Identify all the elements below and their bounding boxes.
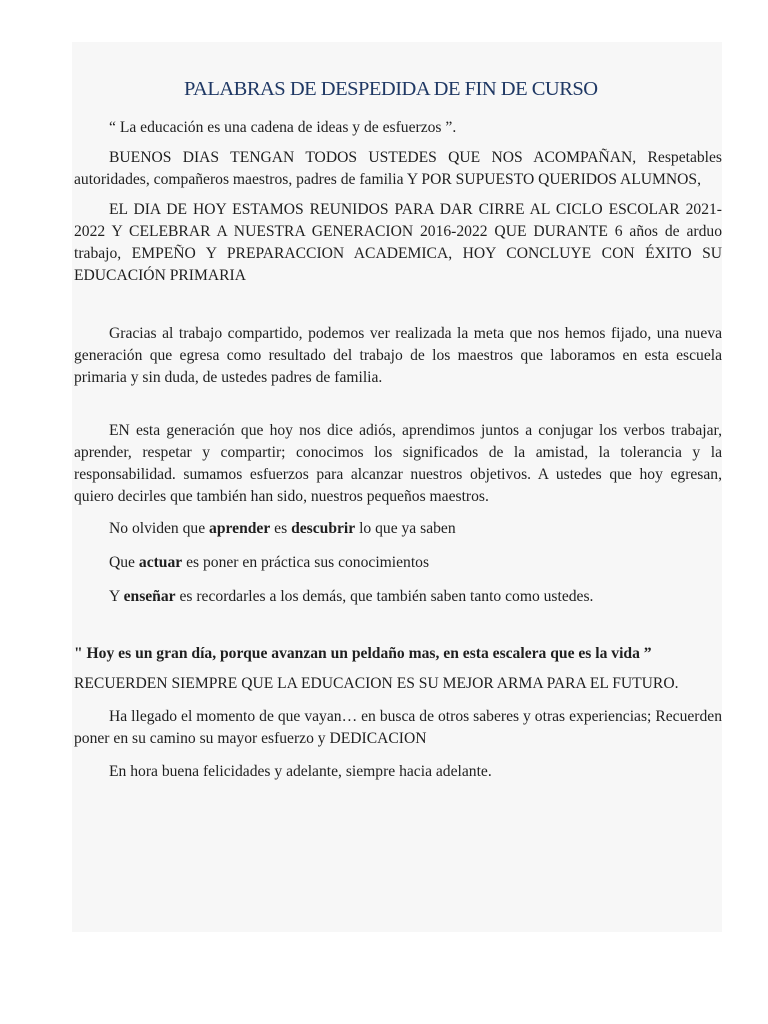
teach-word: enseñar [123, 588, 176, 605]
document-title: PALABRAS DE DESPEDIDA DE FIN DE CURSO [184, 78, 598, 100]
intro-quote: “ La educación es una cadena de ideas y de esfuerzos ”. [109, 119, 457, 136]
act-line: Que actuar es poner en práctica sus conocimientos [109, 554, 430, 571]
moment-paragraph: Ha llegado el momento de que vayan… en busca de otros saberes y otras experiencias; Recuerden poner en su camino su mayor esfuerzo y DEDICACION [74, 708, 722, 747]
cycle-paragraph: EL DIA DE HOY ESTAMOS REUNIDOS PARA DAR CIRRE AL CICLO ESCOLAR 2021-2022 Y CELEBRAR A NUESTRA GENERACION 2016-2022 QUE DURANTE 6 años de arduo trabajo, EMPEÑO Y PREPARACCION ACADEMICA, HOY CONCLUYE CON ÉXITO SU EDUCACIÓN PRIMARIA [74, 201, 722, 284]
remember-paragraph: RECUERDEN SIEMPRE QUE LA EDUCACION ES SU MEJOR ARMA PARA EL FUTURO. [74, 675, 679, 692]
teach-line: Y enseñar es recordarles a los demás, que también saben tanto como ustedes. [109, 588, 594, 605]
document-page [72, 42, 722, 932]
learn-line: No olviden que aprender es descubrir lo que ya saben [109, 520, 456, 537]
greeting-paragraph: BUENOS DIAS TENGAN TODOS USTEDES QUE NOS ACOMPAÑAN, Respetables autoridades, compañeros maestros, padres de familia Y POR SUPUESTO QUERIDOS ALUMNOS, [74, 149, 722, 188]
generation-paragraph: EN esta generación que hoy nos dice adiós, aprendimos juntos a conjugar los verbos trabajar, aprender, respetar y compartir; conocimos los significados de la amistad, la tolerancia y la responsabilidad. sumamos esfuerzos para alcanzar nuestros objetivos. A ustedes que hoy egresan, quiero decirles que también han sido, nuestros pequeños maestros. [74, 422, 722, 505]
act-word: actuar [138, 554, 183, 571]
learn-word: aprender [209, 520, 271, 537]
gratitude-paragraph: Gracias al trabajo compartido, podemos ver realizada la meta que nos hemos fijado, una nueva generación que egresa como resultado del trabajo de los maestros que laboramos en esta escuela primaria y sin duda, de ustedes padres de familia. [74, 325, 722, 386]
discover-word: descubrir [291, 520, 356, 537]
farewell-line: En hora buena felicidades y adelante, siempre hacia adelante. [109, 763, 492, 780]
closing-quote: " Hoy es un gran día, porque avanzan un peldaño mas, en esta escalera que es la vida ” [74, 645, 652, 662]
